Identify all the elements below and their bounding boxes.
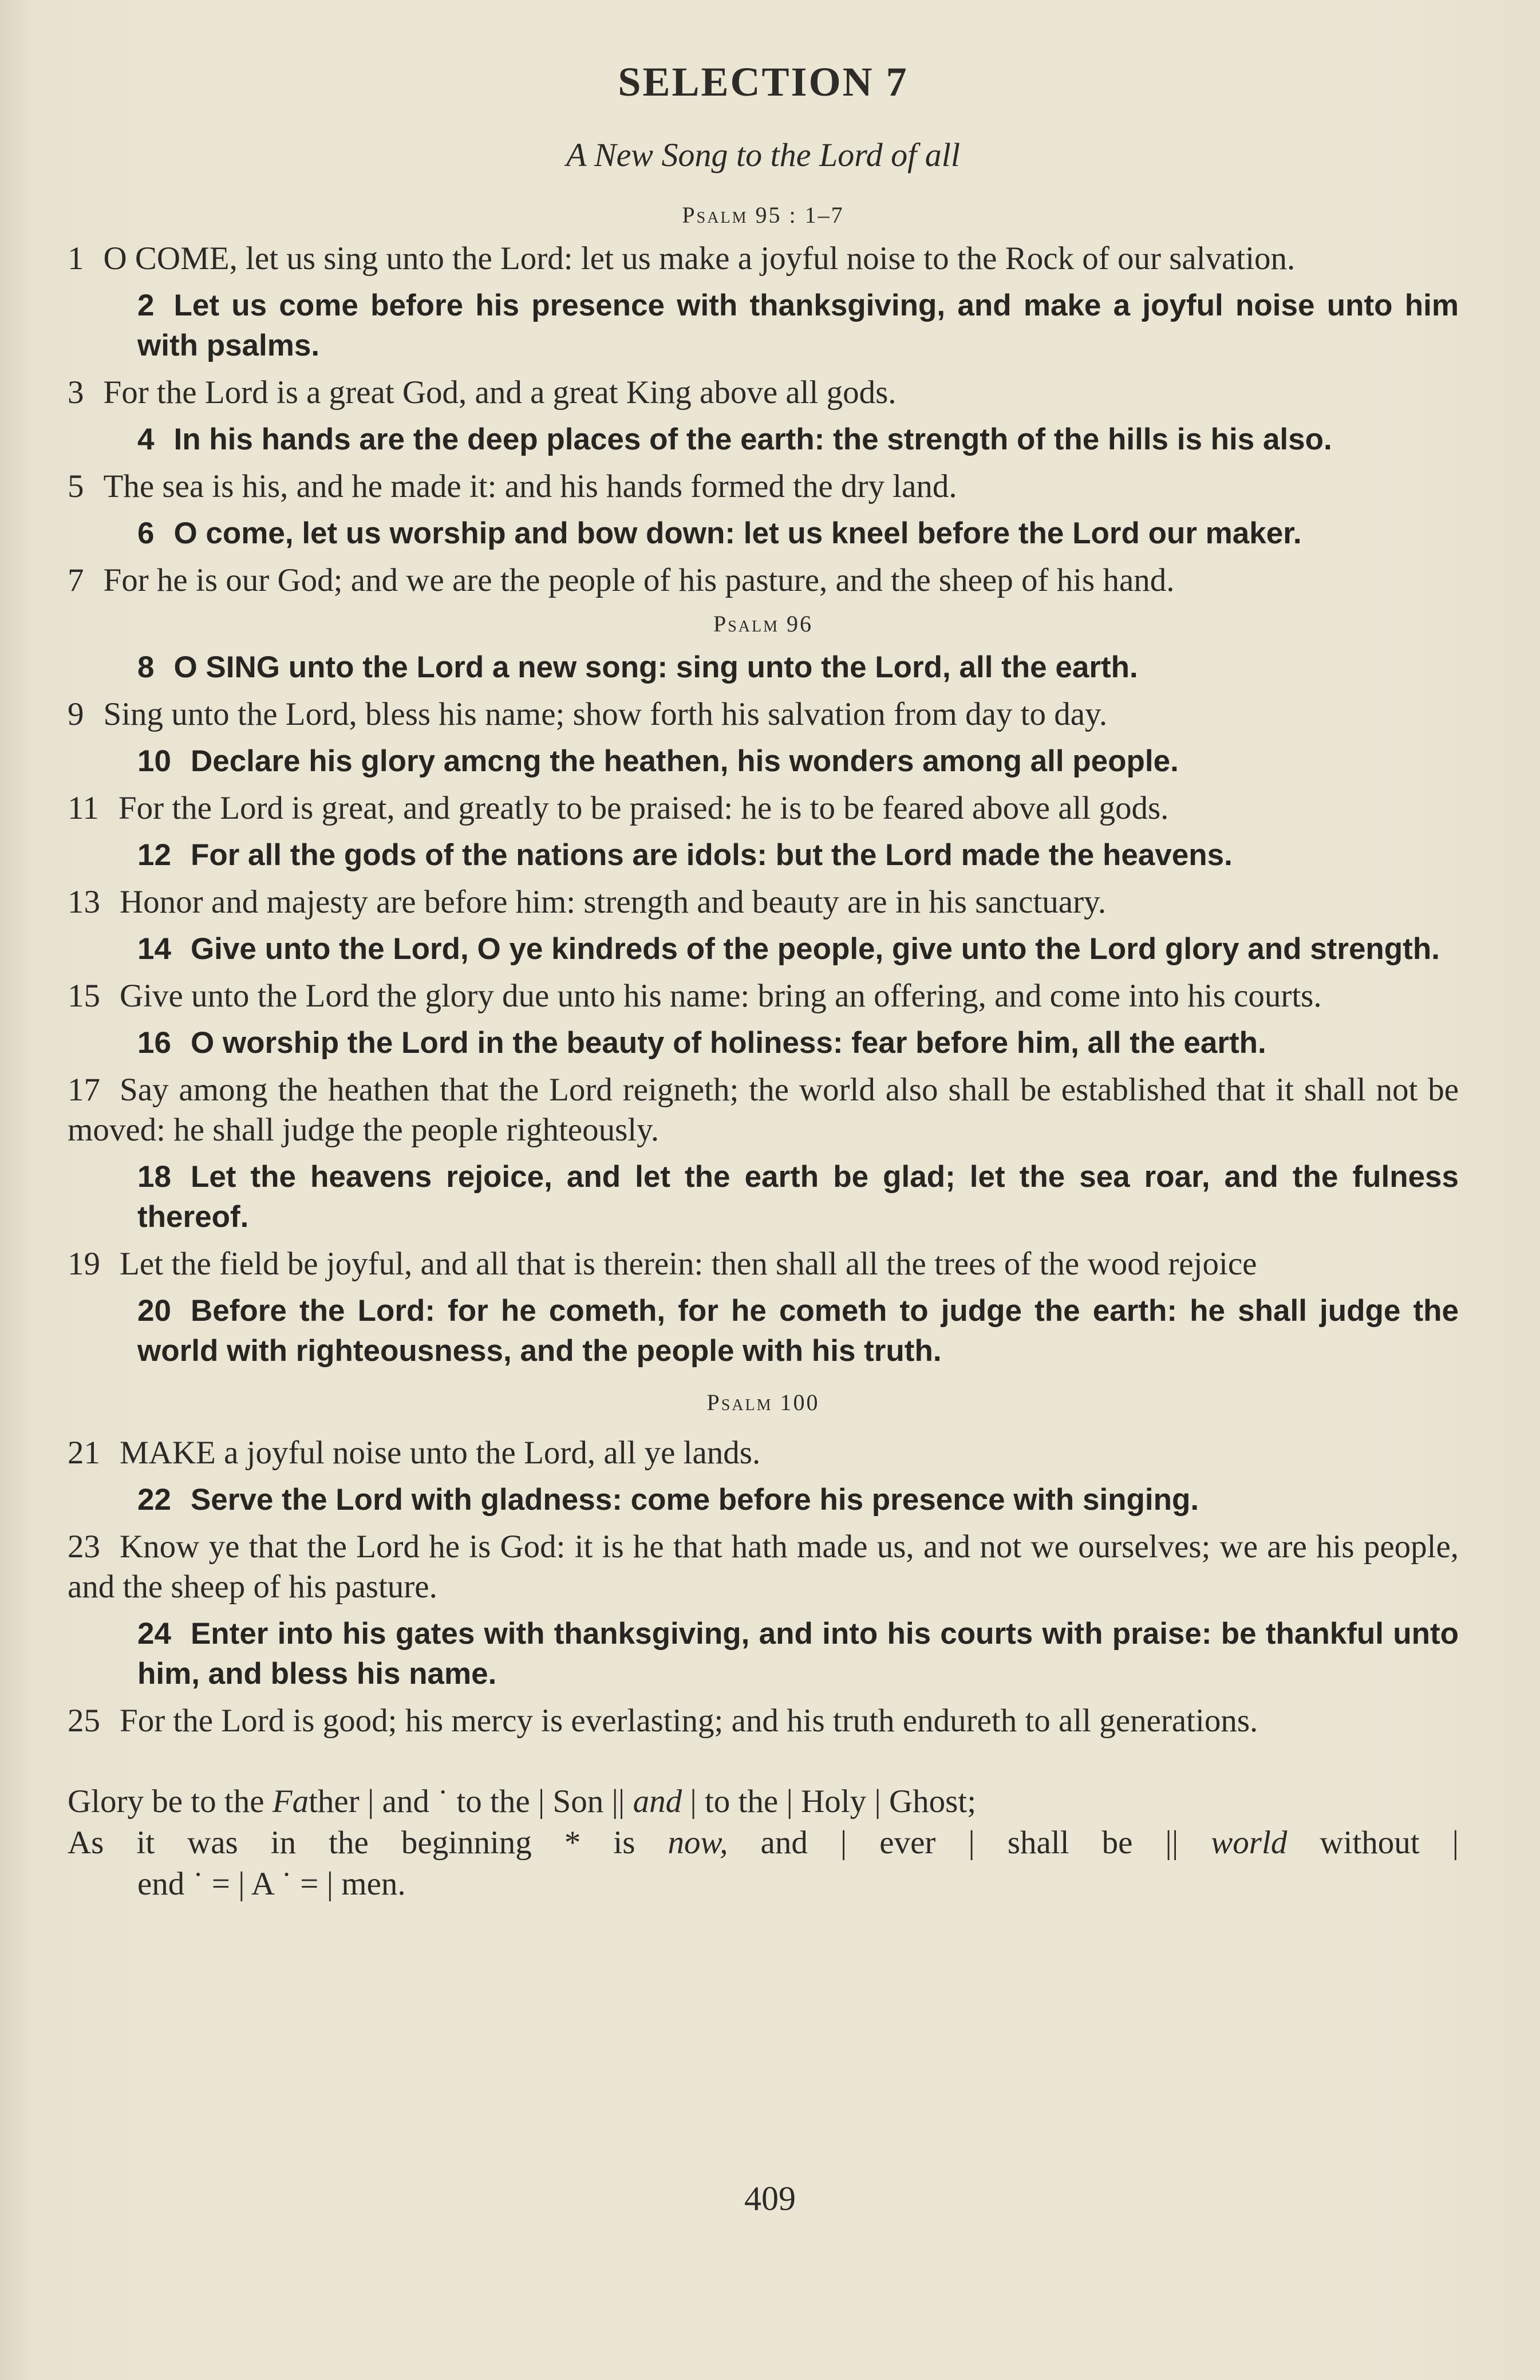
verse-text: Honor and majesty are before him: strength and beauty are in his sanctuary. xyxy=(120,884,1107,920)
verse-text: In his hands are the deep places of the earth: the strength of the hills is his also. xyxy=(173,423,1332,456)
selection-title: SELECTION 7 xyxy=(618,59,909,105)
verse-text: Let the field be joyful, and all that is therein: then shall all the trees of the wood rejoice xyxy=(120,1246,1257,1282)
verse-number: 23 xyxy=(68,1529,100,1565)
verse-number: 24 xyxy=(137,1617,171,1651)
verse-number: 11 xyxy=(68,790,99,826)
psalm-reference: Psalm 100 xyxy=(706,1390,820,1415)
verse xyxy=(68,239,1459,279)
verse xyxy=(68,1480,1459,1520)
verse-text: For all the gods of the nations are idols: but the Lord made the heavens. xyxy=(190,838,1233,872)
psalm-sections xyxy=(68,199,1459,1741)
verse xyxy=(68,1291,1459,1371)
verse xyxy=(68,286,1459,366)
verse-text: Sing unto the Lord, bless his name; show forth his salvation from day to day. xyxy=(103,696,1108,732)
doxology-text: ther | and ˙ to the | Son || xyxy=(309,1783,633,1819)
verse-number: 20 xyxy=(137,1294,171,1328)
verse-text: For he is our God; and we are the people of his pasture, and the sheep of his hand. xyxy=(103,562,1175,598)
doxology-italic: world xyxy=(1211,1825,1288,1861)
doxology-text: As it was in the beginning * is xyxy=(68,1825,668,1861)
verse-text: Know ye that the Lord he is God: it is he that hath made us, and not we ourselves; we are his people, and the sheep of his pasture. xyxy=(68,1529,1459,1605)
verse-text: For the Lord is great, and greatly to be praised: he is to be feared above all gods. xyxy=(118,790,1169,826)
psalm-reference: Psalm 95 : 1–7 xyxy=(682,202,844,228)
verse-text: Let us come before his presence with thanksgiving, and make a joyful noise unto him with psalms. xyxy=(137,289,1459,362)
verse xyxy=(68,648,1459,688)
verse-number: 22 xyxy=(137,1483,171,1517)
verse xyxy=(68,373,1459,413)
verse xyxy=(68,976,1459,1016)
doxology xyxy=(68,1781,1459,1905)
verse xyxy=(68,1527,1459,1607)
verse-text: For the Lord is good; his mercy is everlasting; and his truth endureth to all generations. xyxy=(120,1703,1258,1739)
verse-text: Enter into his gates with thanksgiving, and into his courts with praise: be thankful unto him, and bless his name. xyxy=(137,1617,1459,1691)
verse-number: 14 xyxy=(137,932,171,966)
verse-text: O SING unto the Lord a new song: sing unto the Lord, all the earth. xyxy=(173,650,1138,684)
verse-text: MAKE a joyful noise unto the Lord, all ye lands. xyxy=(120,1435,761,1471)
verse xyxy=(68,1023,1459,1063)
doxology-text: | to the | Holy | Ghost; xyxy=(682,1783,977,1819)
verse xyxy=(68,514,1459,554)
verse-text: Let the heavens rejoice, and let the earth be glad; let the sea roar, and the fulness thereof. xyxy=(137,1160,1459,1234)
verse xyxy=(68,929,1459,969)
verse xyxy=(68,420,1459,460)
verse-number: 13 xyxy=(68,884,100,920)
verse xyxy=(68,1701,1459,1741)
verse xyxy=(68,1157,1459,1237)
verse-text: Give unto the Lord, O ye kindreds of the people, give unto the Lord glory and strength. xyxy=(190,932,1440,966)
doxology-text: Glory be to the xyxy=(68,1783,273,1819)
doxology-italic: Fa xyxy=(272,1783,309,1819)
verse-text: O come, let us worship and bow down: let us kneel before the Lord our maker. xyxy=(173,516,1302,550)
selection-subtitle: A New Song to the Lord of all xyxy=(566,136,960,173)
verse xyxy=(68,741,1459,782)
verse xyxy=(68,467,1459,507)
doxology-italic: now, xyxy=(668,1825,728,1861)
verse-text: Before the Lord: for he cometh, for he cometh to judge the earth: he shall judge the world with righteousness, and the people with his truth. xyxy=(137,1294,1459,1368)
verse-number: 1 xyxy=(68,240,84,277)
doxology-line-1 xyxy=(68,1781,1459,1822)
doxology-line-3: end ˙ = | A ˙ = | men. xyxy=(137,1866,406,1902)
verse-number: 9 xyxy=(68,696,84,732)
verse-text: Declare his glory amcng the heathen, his wonders among all people. xyxy=(190,744,1179,778)
content xyxy=(68,54,1459,1905)
page-number: 409 xyxy=(744,2180,796,2217)
doxology-line-2 xyxy=(68,1822,1459,1864)
verse-number: 16 xyxy=(137,1026,171,1060)
verse xyxy=(68,561,1459,601)
verse-number: 15 xyxy=(68,978,100,1014)
verse-text: O COME, let us sing unto the Lord: let us make a joyful noise to the Rock of our salvation. xyxy=(103,240,1296,277)
verse-number: 21 xyxy=(68,1435,100,1471)
verse-number: 3 xyxy=(68,374,84,411)
verse-number: 18 xyxy=(137,1160,171,1194)
verse xyxy=(68,1433,1459,1473)
verse-number: 7 xyxy=(68,562,84,598)
verse-text: O worship the Lord in the beauty of holiness: fear before him, all the earth. xyxy=(190,1026,1266,1060)
verse xyxy=(68,694,1459,735)
verse-number: 25 xyxy=(68,1703,100,1739)
verse-number: 12 xyxy=(137,838,171,872)
verse xyxy=(68,835,1459,875)
verse-number: 6 xyxy=(137,516,155,550)
verse xyxy=(68,1070,1459,1150)
verse-text: Give unto the Lord the glory due unto his name: bring an offering, and come into his courts. xyxy=(120,978,1322,1014)
verse-number: 8 xyxy=(137,650,155,684)
verse xyxy=(68,882,1459,922)
verse xyxy=(68,788,1459,828)
verse xyxy=(68,1244,1459,1284)
verse-number: 17 xyxy=(68,1072,100,1108)
verse-text: Serve the Lord with gladness: come before his presence with singing. xyxy=(190,1483,1199,1517)
verse-number: 5 xyxy=(68,468,84,504)
doxology-text: without | xyxy=(1287,1825,1459,1861)
verse-text: For the Lord is a great God, and a great King above all gods. xyxy=(103,374,897,411)
verse-number: 4 xyxy=(137,423,155,456)
doxology-italic: and xyxy=(633,1783,682,1819)
doxology-text: and | ever | shall be || xyxy=(728,1825,1211,1861)
verse-text: Say among the heathen that the Lord reigneth; the world also shall be established that it shall not be moved: he shall judge the people righteously. xyxy=(68,1072,1459,1148)
verse-number: 2 xyxy=(137,289,155,322)
verse-text: The sea is his, and he made it: and his hands formed the dry land. xyxy=(103,468,957,504)
psalm-reference: Psalm 96 xyxy=(713,611,814,637)
verse-number: 10 xyxy=(137,744,171,778)
verse xyxy=(68,1614,1459,1694)
verse-number: 19 xyxy=(68,1246,100,1282)
